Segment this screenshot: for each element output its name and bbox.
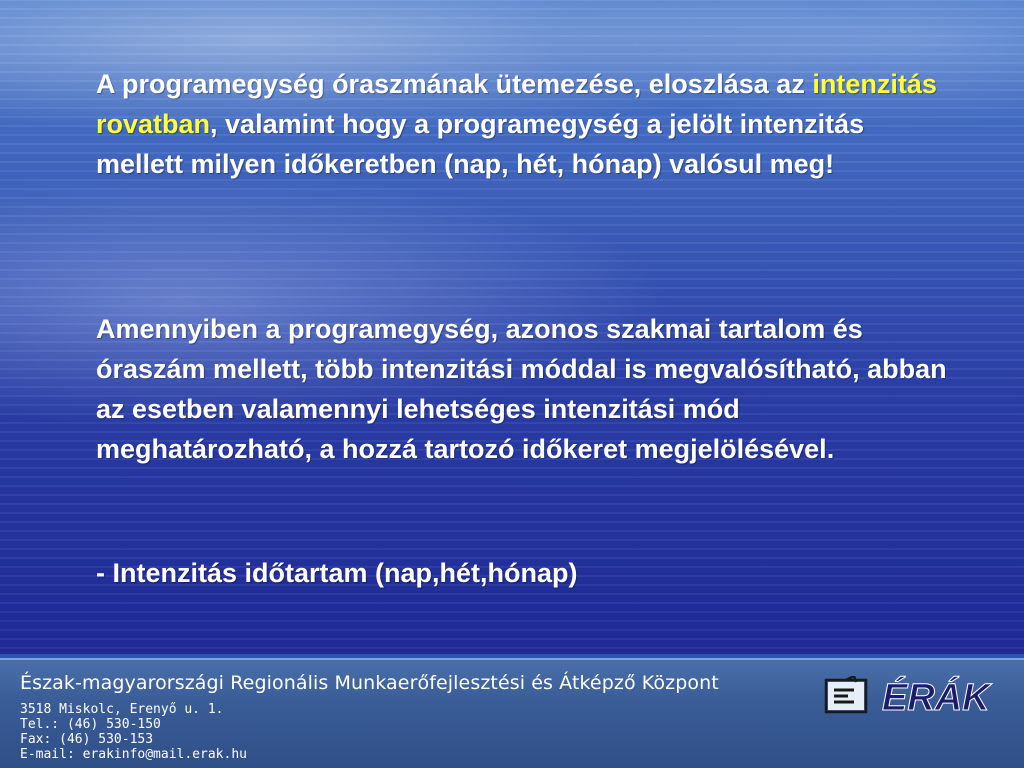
footer-organization-name: Észak-magyarországi Regionális Munkaerőfejlesztési és Átképző Központ [20, 672, 719, 694]
highlighted-term: intenzitás rovatban [96, 69, 937, 139]
footer-address: 3518 Miskolc, Erenyő u. 1. [20, 702, 224, 717]
erak-logo-wordmark [880, 674, 1010, 718]
paragraph-multiple-intensity-modes: Amennyiben a programegység, azonos szakmai tartalom és óraszám mellett, több intenzitási móddal is megvalósítható, abban az esetben valamennyi lehetséges intenzitási mód meghatározható, a hozzá tartozó időkeret megjelölésével. [96, 314, 947, 464]
footer [0, 658, 1024, 768]
footer-fax: Fax: (46) 530-153 [20, 732, 154, 747]
paragraph-intensity-scheduling [96, 64, 956, 184]
intensity-duration-bullet: - Intenzitás időtartam (nap,hét,hónap) [96, 558, 578, 588]
paragraph-1-start: A programegység óraszmának ütemezése, eloszlása az [96, 69, 813, 99]
erak-emblem-icon [824, 676, 868, 716]
footer-phone: Tel.: (46) 530-150 [20, 717, 161, 732]
paragraph-1-end: , valamint hogy a programegység a jelölt intenzitás mellett milyen időkeretben (nap, hét, hónap) valósul meg! [96, 109, 865, 179]
svg-text:ÉRÁK: ÉRÁK [882, 677, 990, 718]
footer-email: E-mail: erakinfo@mail.erak.hu [20, 747, 247, 762]
